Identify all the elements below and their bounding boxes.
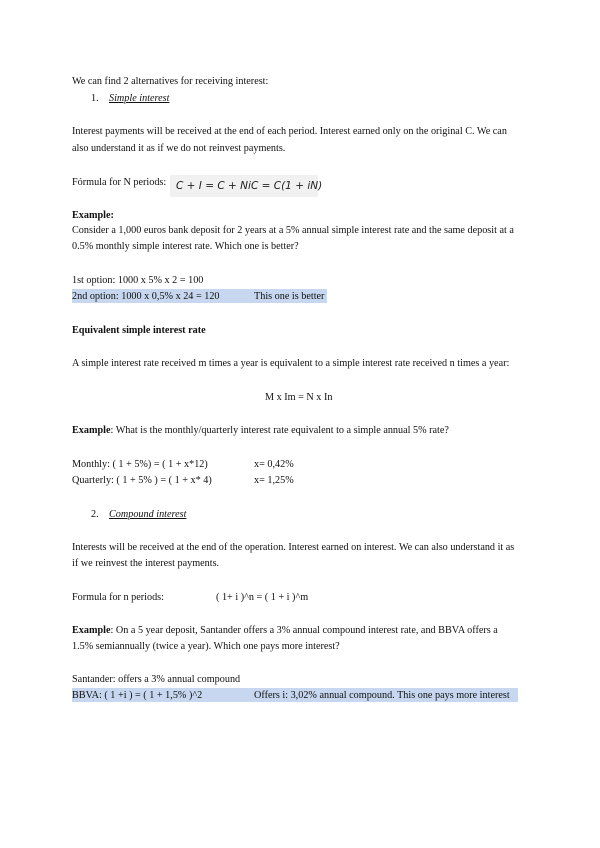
equivalent-formula: M x Im = N x In bbox=[265, 392, 333, 403]
equivalent-example bbox=[72, 424, 449, 437]
simple-interest-formula: C + I = C + NiC = C(1 + iN) bbox=[170, 175, 318, 197]
simple-para-line2: also understand it as if we do not reinvest payments. bbox=[72, 143, 286, 154]
simple-formula-label: Fórmula for N periods: bbox=[72, 177, 167, 188]
compound-formula: ( 1+ i )^n = ( 1 + i )^m bbox=[216, 592, 309, 603]
compound-example-line1 bbox=[72, 624, 498, 637]
simple-example-heading: Example: bbox=[72, 210, 114, 221]
compound-interest-heading: Compound interest bbox=[109, 509, 187, 520]
option-2: 2nd option: 1000 x 0,5% x 24 = 120 bbox=[72, 291, 220, 302]
quarterly-equation: Quarterly: ( 1 + 5% ) = ( 1 + x* 4) bbox=[72, 475, 212, 486]
equivalent-example-text: : What is the monthly/quarterly interest rate equivalent to a simple annual 5% rate? bbox=[110, 425, 449, 436]
compound-para-line2: if we reinvest the interest payments. bbox=[72, 558, 220, 569]
option-2-note: This one is better bbox=[254, 291, 325, 302]
compound-example-line2: 1.5% semiannually (twice a year). Which one pays more interest? bbox=[72, 641, 340, 652]
simple-para-line1: Interest payments will be received at the end of each period. Interest earned only on the original C. We can bbox=[72, 126, 507, 137]
bbva-note: Offers i: 3,02% annual compound. This one pays more interest bbox=[254, 690, 510, 701]
compound-interest-number: 2. bbox=[91, 509, 99, 520]
equivalent-heading: Equivalent simple interest rate bbox=[72, 325, 206, 336]
compound-para-line1: Interests will be received at the end of the operation. Interest earned on interest. We can also understand it as bbox=[72, 542, 515, 553]
simple-interest-heading: Simple interest bbox=[109, 93, 170, 104]
monthly-result: x= 0,42% bbox=[254, 459, 294, 470]
compound-example-label: Example bbox=[72, 625, 111, 636]
intro-text: We can find 2 alternatives for receiving interest: bbox=[72, 76, 269, 87]
equivalent-example-label: Example bbox=[72, 425, 111, 436]
simple-example-line1: Consider a 1,000 euros bank deposit for 2 years at a 5% annual simple interest rate and the same deposit at a bbox=[72, 225, 514, 236]
bbva-equation: BBVA: ( 1 +i ) = ( 1 + 1,5% )^2 bbox=[72, 690, 203, 701]
compound-formula-label: Formula for n periods: bbox=[72, 592, 164, 603]
santander-line: Santander: offers a 3% annual compound bbox=[72, 674, 241, 685]
quarterly-result: x= 1,25% bbox=[254, 475, 294, 486]
simple-example-line2: 0.5% monthly simple interest rate. Which one is better? bbox=[72, 241, 299, 252]
compound-example-text: : On a 5 year deposit, Santander offers a 3% annual compound interest rate, and BBVA offers a bbox=[110, 625, 498, 636]
option-1: 1st option: 1000 x 5% x 2 = 100 bbox=[72, 275, 204, 286]
monthly-equation: Monthly: ( 1 + 5%) = ( 1 + x*12) bbox=[72, 459, 208, 470]
equivalent-para: A simple interest rate received m times a year is equivalent to a simple interest rate received n times a year: bbox=[72, 358, 510, 369]
simple-interest-number: 1. bbox=[91, 93, 99, 104]
